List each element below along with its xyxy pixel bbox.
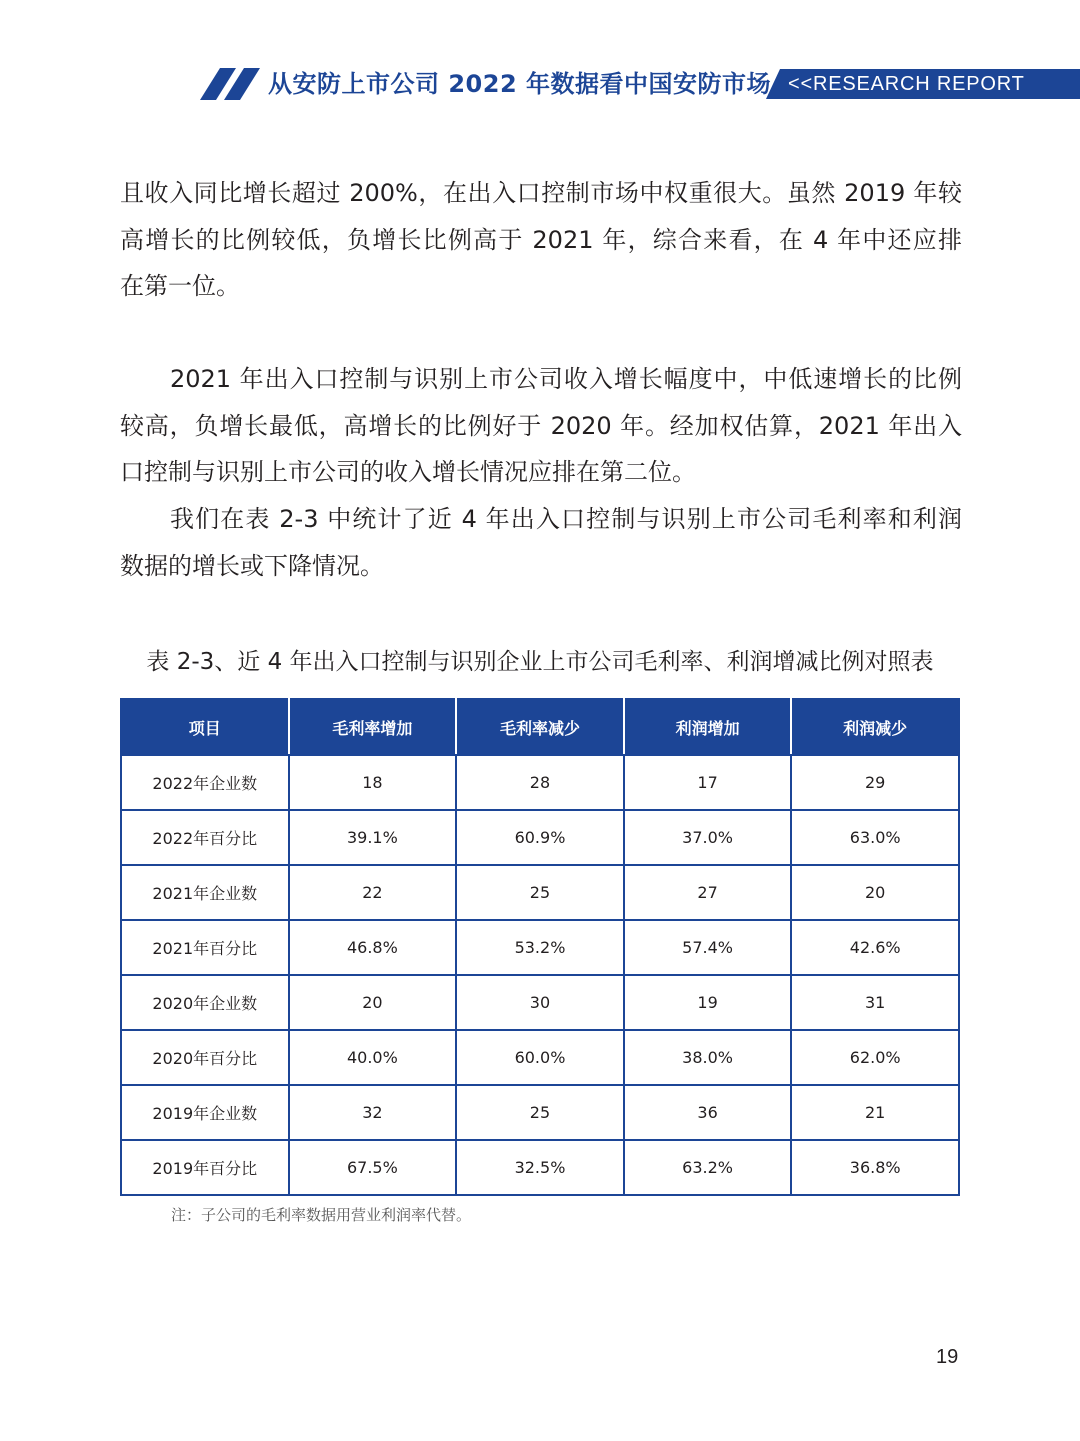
table-cell: 60.9% xyxy=(456,810,624,865)
table-row xyxy=(121,920,959,975)
column-header: 毛利率增加 xyxy=(289,699,457,755)
page-header xyxy=(0,64,1080,104)
table-cell: 38.0% xyxy=(624,1030,792,1085)
table-cell: 32 xyxy=(289,1085,457,1140)
table-row xyxy=(121,755,959,810)
text-line: 较高，负增长最低，高增长的比例好于 2020 年。经加权估算，2021 年出入 xyxy=(120,411,962,440)
table-cell: 28 xyxy=(456,755,624,810)
text-line: 2021 年出入口控制与识别上市公司收入增长幅度中，中低速增长的比例 xyxy=(170,365,962,393)
table-cell: 2022年企业数 xyxy=(121,755,289,810)
table-cell: 2019年百分比 xyxy=(121,1140,289,1195)
table-cell: 27 xyxy=(624,865,792,920)
paragraph-3 xyxy=(120,496,962,589)
table-cell: 21 xyxy=(791,1085,959,1140)
table-cell: 32.5% xyxy=(456,1140,624,1195)
table-cell: 36 xyxy=(624,1085,792,1140)
table-note: 注：子公司的毛利率数据用营业利润率代替。 xyxy=(171,1206,472,1224)
table-cell: 37.0% xyxy=(624,810,792,865)
table-cell: 29 xyxy=(791,755,959,810)
table-cell: 2021年百分比 xyxy=(121,920,289,975)
table-header-row xyxy=(121,699,959,755)
table-row xyxy=(121,1140,959,1195)
header-title: 从安防上市公司 2022 年数据看中国安防市场 xyxy=(268,70,772,98)
table-cell: 25 xyxy=(456,865,624,920)
table-row xyxy=(121,975,959,1030)
table-cell: 42.6% xyxy=(791,920,959,975)
column-header: 利润增加 xyxy=(624,699,792,755)
table-cell: 22 xyxy=(289,865,457,920)
text-line: 我们在表 2-3 中统计了近 4 年出入口控制与识别上市公司毛利率和利润 xyxy=(170,505,962,533)
text-line: 口控制与识别上市公司的收入增长情况应排在第二位。 xyxy=(120,458,696,486)
text-line: 数据的增长或下降情况。 xyxy=(120,551,384,580)
table-cell: 20 xyxy=(289,975,457,1030)
table-cell: 2021年企业数 xyxy=(121,865,289,920)
table-cell: 62.0% xyxy=(791,1030,959,1085)
table-cell: 17 xyxy=(624,755,792,810)
table-row xyxy=(121,1030,959,1085)
header-tag: <<RESEARCH REPORT xyxy=(788,73,1025,95)
double-slash-icon xyxy=(200,68,270,100)
column-header: 项目 xyxy=(121,699,289,755)
paragraph-2 xyxy=(120,356,962,496)
table-caption: 表 2-3、近 4 年出入口控制与识别企业上市公司毛利率、利润增减比例对照表 xyxy=(146,649,934,675)
table-cell: 57.4% xyxy=(624,920,792,975)
table-row xyxy=(121,1085,959,1140)
text-line: 高增长的比例较低，负增长比例高于 2021 年，综合来看，在 4 年中还应排 xyxy=(120,225,962,254)
table-cell: 2022年百分比 xyxy=(121,810,289,865)
table-cell: 67.5% xyxy=(289,1140,457,1195)
text-line: 且收入同比增长超过 200%，在出入口控制市场中权重很大。虽然 2019 年较 xyxy=(120,179,962,207)
column-header: 毛利率减少 xyxy=(456,699,624,755)
table-cell: 39.1% xyxy=(289,810,457,865)
column-header: 利润减少 xyxy=(791,699,959,755)
table-cell: 25 xyxy=(456,1085,624,1140)
table-cell: 40.0% xyxy=(289,1030,457,1085)
table-cell: 19 xyxy=(624,975,792,1030)
table-cell: 18 xyxy=(289,755,457,810)
data-table xyxy=(120,698,960,1196)
table-cell: 63.0% xyxy=(791,810,959,865)
table-cell: 63.2% xyxy=(624,1140,792,1195)
table-cell: 2020年企业数 xyxy=(121,975,289,1030)
table-row xyxy=(121,810,959,865)
table-cell: 53.2% xyxy=(456,920,624,975)
table-cell: 2020年百分比 xyxy=(121,1030,289,1085)
table-cell: 30 xyxy=(456,975,624,1030)
table-cell: 36.8% xyxy=(791,1140,959,1195)
table-cell: 2019年企业数 xyxy=(121,1085,289,1140)
text-line: 在第一位。 xyxy=(120,272,240,300)
table-cell: 31 xyxy=(791,975,959,1030)
page-number: 19 xyxy=(936,1346,959,1368)
table-cell: 46.8% xyxy=(289,920,457,975)
table-row xyxy=(121,865,959,920)
table-cell: 20 xyxy=(791,865,959,920)
table-cell: 60.0% xyxy=(456,1030,624,1085)
paragraph-1 xyxy=(120,170,962,310)
